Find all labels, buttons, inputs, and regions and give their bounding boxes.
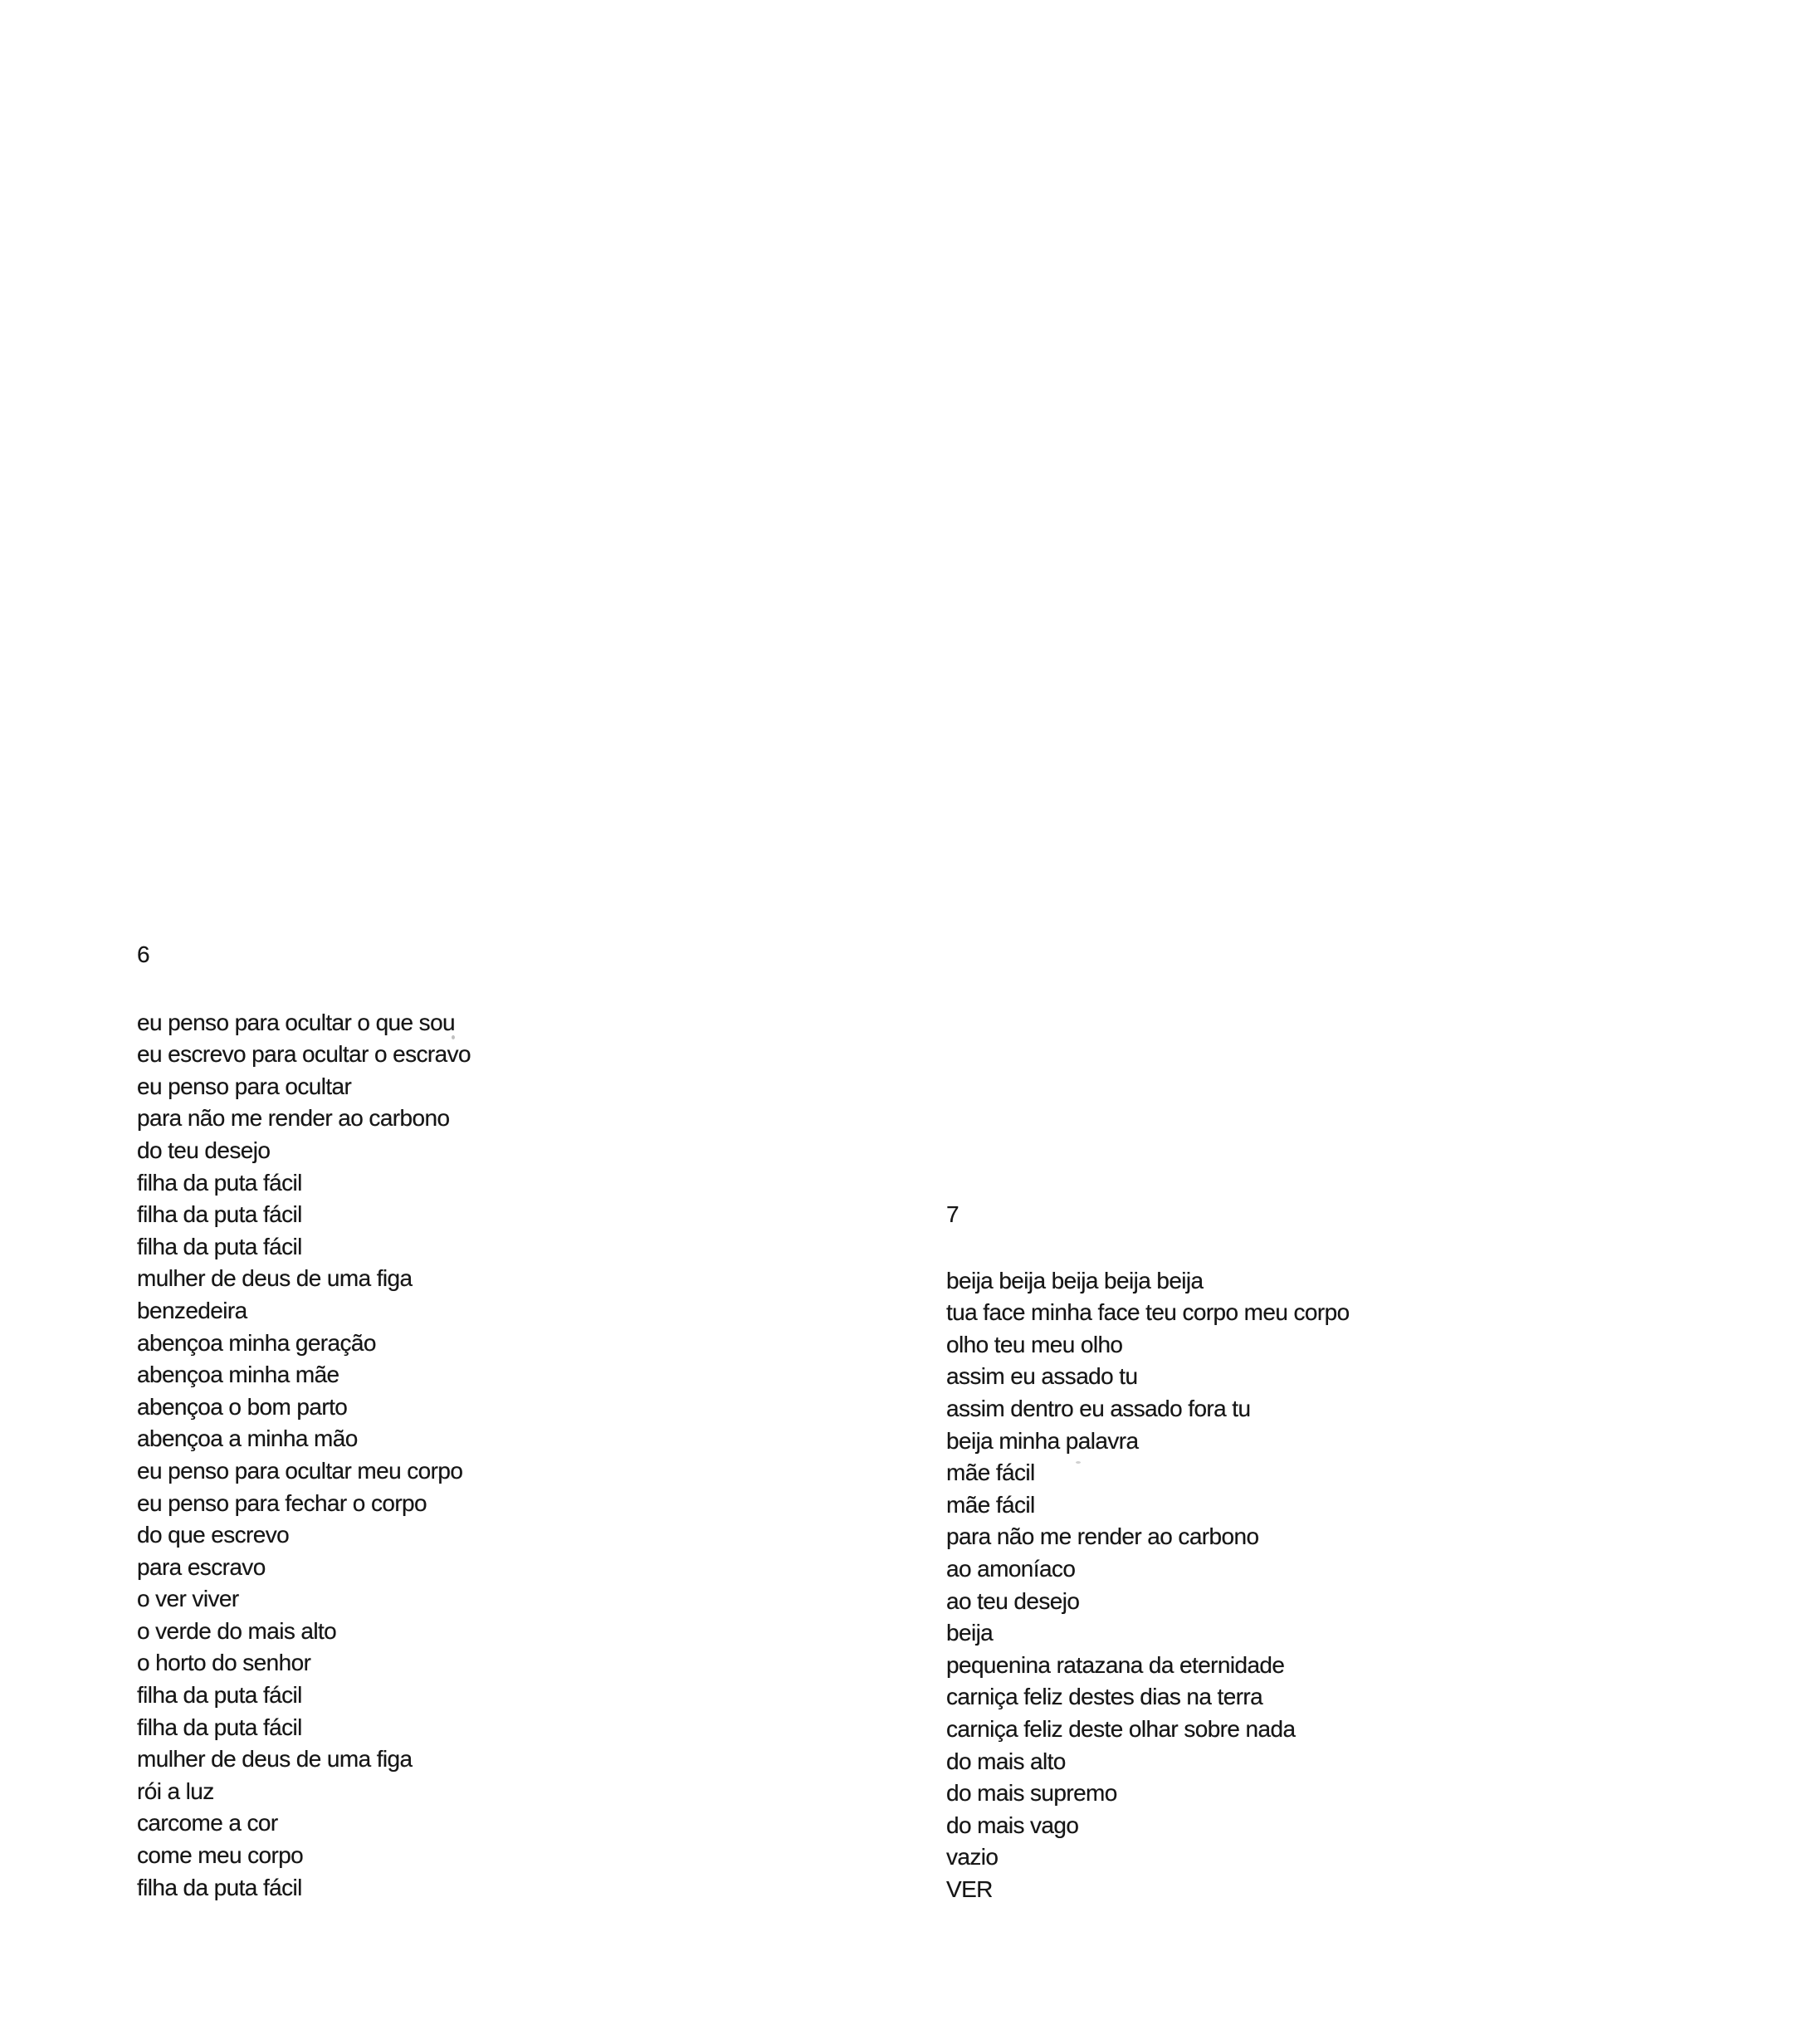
poem-line: tua face minha face teu corpo meu corpo	[946, 1299, 1350, 1326]
poem-line: para não me render ao carbono	[137, 1105, 450, 1132]
poem-line: assim eu assado tu	[946, 1363, 1138, 1390]
poem-line: come meu corpo	[137, 1842, 304, 1869]
poem-line: eu escrevo para ocultar o escravo	[137, 1041, 471, 1068]
poem-line: para escravo	[137, 1553, 266, 1580]
poem-line: carcome a cor	[137, 1810, 278, 1836]
poem-7-lines	[946, 1265, 1350, 1906]
poem-line: mulher de deus de uma figa	[137, 1265, 413, 1292]
poem-line: carniça feliz destes dias na terra	[946, 1684, 1263, 1710]
poem-line: eu penso para fechar o corpo	[137, 1489, 427, 1516]
poem-line: abençoa minha mãe	[137, 1362, 339, 1388]
poem-line: eu penso para ocultar o que sou	[137, 1009, 456, 1035]
poem-line: mulher de deus de uma figa	[137, 1746, 413, 1773]
poem-line: mãe fácil	[946, 1491, 1035, 1518]
poem-line: ao amoníaco	[946, 1555, 1076, 1582]
poem-6-lines	[137, 1007, 471, 1905]
poem-line: para não me render ao carbono	[946, 1523, 1259, 1550]
poem-line: beija	[946, 1620, 994, 1646]
poem-line: filha da puta fácil	[137, 1682, 302, 1709]
poem-line: vazio	[946, 1844, 999, 1870]
poem-line: olho teu meu olho	[946, 1331, 1123, 1357]
poem-line: assim dentro eu assado fora tu	[946, 1395, 1251, 1421]
poem-line: mãe fácil	[946, 1460, 1035, 1486]
poem-line: o horto do senhor	[137, 1650, 311, 1676]
poem-line: do mais vago	[946, 1812, 1079, 1838]
poem-line: filha da puta fácil	[137, 1169, 302, 1196]
poem-line: abençoa minha geração	[137, 1329, 376, 1356]
poem-line: filha da puta fácil	[137, 1714, 302, 1740]
poem-line: filha da puta fácil	[137, 1201, 302, 1228]
poem-line: benzedeira	[137, 1297, 247, 1323]
poem-6	[137, 939, 471, 1904]
poem-line: rói a luz	[137, 1777, 214, 1804]
scan-speck	[1076, 1461, 1081, 1464]
poem-line: o ver viver	[137, 1586, 239, 1612]
poem-line: ao teu desejo	[946, 1587, 1080, 1614]
poem-line: do mais supremo	[946, 1780, 1117, 1807]
poem-line: abençoa o bom parto	[137, 1393, 348, 1420]
poem-line: carniça feliz deste olhar sobre nada	[946, 1715, 1296, 1742]
poem-7-number: 7	[946, 1201, 959, 1227]
poem-line: filha da puta fácil	[137, 1233, 302, 1259]
poem-line: eu penso para ocultar	[137, 1073, 352, 1099]
poem-line: filha da puta fácil	[137, 1874, 302, 1900]
poem-line: VER	[946, 1875, 993, 1902]
poem-line: eu penso para ocultar meu corpo	[137, 1457, 463, 1484]
poem-6-number: 6	[137, 941, 149, 967]
poem-line: o verde do mais alto	[137, 1617, 337, 1644]
poem-line: do mais alto	[946, 1748, 1066, 1774]
poem-7	[946, 1199, 1350, 1905]
poem-line: beija minha palavra	[946, 1427, 1139, 1454]
poem-line: pequenina ratazana da eternidade	[946, 1651, 1285, 1678]
poem-line: do teu desejo	[137, 1137, 271, 1163]
poem-line: abençoa a minha mão	[137, 1425, 358, 1452]
scan-speck	[452, 1035, 455, 1039]
poem-line: beija beija beija beija beija	[946, 1267, 1204, 1293]
poem-line: do que escrevo	[137, 1522, 290, 1548]
